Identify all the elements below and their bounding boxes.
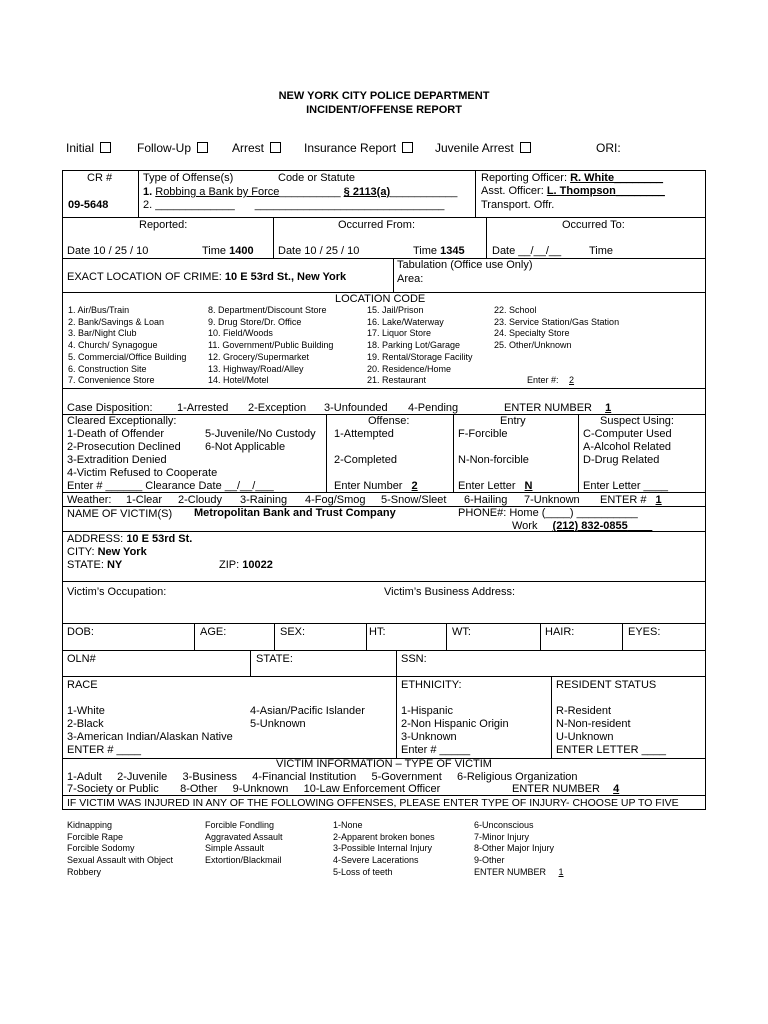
victim-type-enter[interactable]: [512, 783, 629, 795]
divider: [475, 170, 476, 217]
injury-item: 5-Loss of teeth: [333, 866, 393, 877]
reporting-officer-label: Reporting Officer:: [481, 172, 568, 184]
cleared-option: 2-Prosecution Declined: [67, 441, 181, 453]
cleared-option: 3-Extradition Denied: [67, 454, 167, 466]
location-code-item: 16. Lake/Waterway: [367, 316, 444, 327]
city[interactable]: [67, 546, 147, 558]
rule: [62, 492, 706, 493]
state-value: NY: [106, 559, 123, 571]
disposition-option: 2-Exception: [248, 402, 307, 414]
offense-line-number: 1.: [143, 186, 153, 198]
reporting-officer[interactable]: Reporting Officer: R. White________: [481, 172, 664, 184]
entry-option: N-Non-forcible: [458, 454, 529, 466]
injury-item: Forcible Fondling: [205, 820, 275, 830]
divider: [551, 676, 552, 758]
report-type-initial[interactable]: [66, 141, 111, 155]
reporting-officer-value: R. White: [570, 172, 615, 184]
rule: [62, 676, 706, 677]
report-type-followup[interactable]: [137, 141, 208, 155]
location-code-item: 17. Liquor Store: [367, 328, 432, 339]
followup-checkbox[interactable]: [197, 142, 208, 153]
rule: [62, 217, 706, 218]
ethnicity-option: 3-Unknown: [401, 731, 457, 743]
victim-name-label: NAME OF VICTIM(S): [67, 508, 173, 520]
location-code-item: 11. Government/Public Building: [208, 340, 334, 351]
ssn-field[interactable]: SSN:: [401, 653, 427, 665]
report-type-label: Initial: [66, 141, 95, 155]
address-value: 10 E 53rd St.: [126, 533, 193, 545]
ethnicity-option: 2-Non Hispanic Origin: [401, 718, 509, 730]
city-value: New York: [97, 546, 147, 558]
business-address-label[interactable]: Victim’s Business Address:: [384, 586, 516, 598]
location-code-item: 7. Convenience Store: [68, 375, 155, 386]
weather-label: Weather:: [67, 494, 112, 506]
resident-option: R-Resident: [556, 705, 612, 717]
entry-option: F-Forcible: [458, 428, 508, 440]
tabulation-label: Tabulation (Office use Only): [397, 259, 533, 271]
statute-label: Code or Statute: [278, 172, 356, 184]
occurred-to-time-label: Time: [589, 245, 614, 257]
injury-item: Simple Assault: [205, 843, 265, 854]
injury-item: Extortion/Blackmail: [205, 855, 282, 866]
asst-officer-label: Asst. Officer:: [481, 185, 544, 197]
weather-enter[interactable]: [600, 494, 668, 506]
border-left: [62, 170, 63, 810]
reported-time[interactable]: [202, 245, 254, 257]
ethnicity-enter[interactable]: Enter # _____: [401, 744, 471, 756]
resident-enter[interactable]: ENTER LETTER ____: [556, 744, 667, 756]
divider: [578, 414, 579, 492]
location-code-item: 19. Rental/Storage Facility: [367, 351, 473, 362]
transport-officer-label: Transport. Offr.: [481, 199, 555, 211]
initial-checkbox[interactable]: [100, 142, 111, 153]
cr-label: CR #: [87, 172, 113, 184]
ori-label: ORI:: [596, 141, 621, 155]
cleared-option: 5-Juvenile/No Custody: [205, 428, 316, 440]
phone-home[interactable]: PHONE#: Home (____) __________: [458, 507, 638, 519]
race-label: RACE: [67, 679, 98, 691]
disposition-option: 1-Arrested: [177, 402, 229, 414]
rule: [62, 623, 706, 624]
suspect-option: C-Computer Used: [583, 428, 672, 440]
juvenile-checkbox[interactable]: [520, 142, 531, 153]
resident-option: N-Non-resident: [556, 718, 631, 730]
resident-label: RESIDENT STATUS: [556, 679, 657, 691]
occurred-to-date[interactable]: Date __/__/__: [492, 245, 562, 257]
injury-item: 9-Other: [474, 855, 505, 866]
rule: [62, 258, 706, 259]
offense-type-label: Type of Offense(s): [143, 172, 234, 184]
report-type-juvenile[interactable]: [435, 141, 531, 155]
time-label: Time: [202, 245, 227, 257]
location-code-item: 2. Bank/Savings & Loan: [68, 316, 165, 327]
asst-officer[interactable]: Asst. Officer: L. Thompson________: [481, 185, 665, 197]
occurred-from-time[interactable]: [413, 245, 465, 257]
time-value: 1400: [229, 245, 254, 257]
injury-item: 4-Severe Lacerations: [333, 855, 419, 866]
race-option: 3-American Indian/Alaskan Native: [67, 731, 233, 743]
oln-field[interactable]: OLN#: [67, 653, 96, 665]
location-code-item: 20. Residence/Home: [367, 363, 452, 374]
weather-option: 2-Cloudy: [178, 494, 223, 506]
injury-item: 2-Apparent broken bones: [333, 831, 435, 842]
cleared-option: 4-Victim Refused to Cooperate: [67, 467, 218, 479]
occurred-from-date[interactable]: Date 10 / 25 / 10: [278, 245, 360, 257]
disposition-enter[interactable]: [504, 402, 621, 414]
offense-code: § 2113(a): [343, 186, 391, 198]
enter-value: 1: [655, 494, 662, 506]
location-code-item: 3. Bar/Night Club: [68, 328, 137, 339]
weight-field[interactable]: WT:: [452, 626, 471, 638]
divider: [396, 650, 397, 676]
exact-location[interactable]: [67, 271, 346, 283]
address[interactable]: [67, 533, 192, 545]
enter-label: ENTER NUMBER: [512, 783, 601, 795]
divider: [396, 676, 397, 758]
suspect-enter[interactable]: Enter Letter ____: [583, 480, 669, 492]
disposition-option: 4-Pending: [408, 402, 459, 414]
enter-label: ENTER NUMBER: [474, 867, 547, 877]
divider: [393, 258, 394, 292]
offense-status-option: 1-Attempted: [334, 428, 394, 440]
location-code-item: 24. Specialty Store: [494, 328, 570, 339]
clearance-enter[interactable]: Enter # ______ Clearance Date __/__/___: [67, 480, 274, 492]
offense-text: Robbing a Bank by Force: [155, 186, 280, 198]
enter-label: ENTER #: [600, 494, 647, 506]
offense-line-number: 2.: [143, 199, 153, 211]
injury-item: Kidnapping: [67, 820, 113, 830]
rule: [62, 388, 706, 389]
divider: [622, 623, 623, 650]
injury-item: Robbery: [67, 866, 102, 877]
suspect-option: A-Alcohol Related: [583, 441, 672, 453]
injury-item: 6-Unconscious: [474, 820, 534, 830]
insurance-checkbox[interactable]: [402, 142, 413, 153]
injury-item: Forcible Sodomy: [67, 843, 135, 854]
exact-location-label: EXACT LOCATION OF CRIME:: [67, 271, 222, 283]
rule: [62, 650, 706, 651]
offense-status-option: 2-Completed: [334, 454, 397, 466]
divider: [194, 623, 195, 650]
phone-work[interactable]: Work (212) 832-0855____: [512, 520, 653, 532]
enter-value: 4: [613, 783, 620, 795]
divider: [250, 650, 251, 676]
injury-enter[interactable]: [474, 867, 574, 877]
entry-label: Entry: [500, 415, 526, 427]
divider: [274, 623, 275, 650]
reported-label: Reported:: [139, 219, 188, 231]
sex-field[interactable]: SEX:: [280, 626, 306, 638]
hair-field[interactable]: HAIR:: [545, 626, 575, 638]
enter-value: 1: [558, 867, 564, 877]
height-field[interactable]: HT:: [369, 626, 386, 638]
location-code-item: 22. School: [494, 305, 537, 315]
location-code-item: 1. Air/Bus/Train: [68, 305, 130, 315]
enter-value: 1: [605, 402, 612, 414]
divider: [486, 217, 487, 258]
rule: [62, 581, 706, 582]
enter-label: Enter #:: [527, 375, 559, 385]
border-right: [705, 170, 706, 810]
page-title: NEW YORK CITY POLICE DEPARTMENT: [278, 90, 490, 102]
report-type-label: Follow-Up: [137, 141, 192, 155]
license-state-field[interactable]: STATE:: [256, 653, 293, 665]
location-code-item: 14. Hotel/Motel: [208, 375, 269, 386]
offense-line-2[interactable]: 2. _____________ _______________________________: [143, 199, 445, 211]
suspect-label: Suspect Using:: [600, 415, 674, 427]
offense-status-enter[interactable]: [334, 480, 424, 492]
location-code-item: 25. Other/Unknown: [494, 340, 572, 351]
location-code-item: 8. Department/Discount Store: [208, 305, 327, 315]
cleared-option: 6-Not Applicable: [205, 441, 286, 453]
divider: [366, 623, 367, 650]
location-code-title: LOCATION CODE: [335, 293, 426, 305]
eyes-field[interactable]: EYES:: [628, 626, 661, 638]
weather-option: 5-Snow/Sleet: [381, 494, 447, 506]
rule: [62, 170, 706, 171]
divider: [273, 217, 274, 258]
report-type-label: Juvenile Arrest: [435, 141, 514, 155]
race-enter[interactable]: ENTER # ____: [67, 744, 141, 756]
divider: [540, 623, 541, 650]
report-type-label: Insurance Report: [304, 141, 397, 155]
address-label: ADDRESS:: [67, 533, 124, 545]
location-code-item: 13. Highway/Road/Alley: [208, 363, 304, 374]
entry-enter[interactable]: [458, 480, 539, 492]
victim-type-title: VICTIM INFORMATION – TYPE OF VICTIM: [276, 758, 492, 770]
victim-name-value[interactable]: Metropolitan Bank and Trust Company: [194, 507, 396, 519]
occurred-to-label: Occurred To:: [562, 219, 625, 231]
asst-officer-value: L. Thompson: [546, 185, 616, 197]
enter-value: N: [524, 480, 533, 492]
race-option: 1-White: [67, 705, 105, 717]
exact-location-value: 10 E 53rd St., New York: [224, 271, 347, 283]
victim-type-row: 1-Adult 2-Juvenile 3-Business 4-Financial Institution 5-Government 6-Religious Organization: [67, 771, 578, 783]
victim-type-row: 7-Society or Public 8-Other 9-Unknown 10-Law Enforcement Officer: [67, 783, 441, 795]
location-code-item: 10. Field/Woods: [208, 328, 273, 339]
cleared-label: Cleared Exceptionally:: [67, 415, 177, 427]
location-code-enter[interactable]: [527, 375, 582, 385]
time-label: Time: [413, 245, 438, 257]
case-disposition-label: Case Disposition:: [67, 402, 153, 414]
rule: [62, 809, 706, 810]
time-value: 1345: [440, 245, 465, 257]
ethnicity-label: ETHNICITY:: [401, 679, 462, 691]
weather-option: 1-Clear: [126, 494, 163, 506]
offense-status-label: Offense:: [368, 415, 410, 427]
injury-item: 3-Possible Internal Injury: [333, 843, 433, 854]
injury-item: Forcible Rape: [67, 831, 124, 842]
state-label: STATE:: [67, 559, 104, 571]
race-option: 2-Black: [67, 718, 104, 730]
work-value: (212) 832-0855: [552, 520, 628, 532]
page-subtitle: INCIDENT/OFFENSE REPORT: [306, 104, 462, 116]
arrest-checkbox[interactable]: [270, 142, 281, 153]
disposition-option: 3-Unfounded: [324, 402, 388, 414]
rule: [62, 795, 706, 796]
divider: [326, 414, 327, 492]
enter-value: 2: [569, 375, 575, 385]
injury-item: 1-None: [333, 820, 363, 830]
zip-value: 10022: [242, 559, 273, 571]
reported-date[interactable]: Date 10 / 25 / 10: [67, 245, 149, 257]
offense-line-1[interactable]: 1. Robbing a Bank by Force__________ § 2113(a)___________: [143, 186, 458, 198]
resident-option: U-Unknown: [556, 731, 614, 743]
divider: [138, 170, 139, 217]
divider: [453, 414, 454, 492]
cr-number[interactable]: 09-5648: [68, 199, 109, 211]
suspect-option: D-Drug Related: [583, 454, 660, 466]
city-label: CITY:: [67, 546, 95, 558]
report-type-insurance[interactable]: [304, 141, 413, 155]
zip[interactable]: [219, 559, 273, 571]
enter-label: Enter Number: [334, 480, 403, 492]
injury-item: 8-Other Major Injury: [474, 843, 555, 854]
location-code-item: 6. Construction Site: [68, 363, 147, 374]
enter-label: Enter Letter: [458, 480, 516, 492]
weather-option: 6-Hailing: [464, 494, 508, 506]
area-label: Area:: [397, 273, 424, 285]
injury-item: Aggravated Assault: [205, 831, 283, 842]
location-code-item: 12. Grocery/Supermarket: [208, 351, 310, 362]
occupation-label[interactable]: Victim’s Occupation:: [67, 586, 167, 598]
ethnicity-option: 1-Hispanic: [401, 705, 453, 717]
weather-option: 7-Unknown: [524, 494, 580, 506]
location-code-item: 15. Jail/Prison: [367, 305, 424, 315]
report-type-label: Arrest: [232, 141, 265, 155]
cleared-option: 1-Death of Offender: [67, 428, 165, 440]
enter-value: 2: [411, 480, 418, 492]
injury-item: Sexual Assault with Object: [67, 855, 174, 866]
age-field[interactable]: AGE:: [200, 626, 227, 638]
location-code-item: 9. Drug Store/Dr. Office: [208, 316, 302, 327]
work-label: Work: [512, 520, 538, 532]
dob-field[interactable]: DOB:: [67, 626, 94, 638]
occurred-from-label: Occurred From:: [338, 219, 416, 231]
location-code-item: 18. Parking Lot/Garage: [367, 340, 461, 351]
state[interactable]: [67, 559, 122, 571]
location-code-item: 4. Church/ Synagogue: [68, 340, 158, 351]
injury-item: 7-Minor Injury: [474, 831, 530, 842]
location-code-item: 21. Restaurant: [367, 375, 427, 386]
location-code-item: 5. Commercial/Office Building: [68, 351, 187, 362]
divider: [446, 623, 447, 650]
race-option: 5-Unknown: [250, 718, 306, 730]
weather-option: 4-Fog/Smog: [305, 494, 366, 506]
enter-label: ENTER NUMBER: [504, 402, 593, 414]
report-type-arrest[interactable]: [232, 141, 281, 155]
injury-title: IF VICTIM WAS INJURED IN ANY OF THE FOLLOWING OFFENSES, PLEASE ENTER TYPE OF INJURY- CHOOSE UP TO FIVE: [67, 797, 679, 809]
race-option: 4-Asian/Pacific Islander: [250, 705, 365, 717]
weather-option: 3-Raining: [240, 494, 288, 506]
zip-label: ZIP:: [219, 559, 240, 571]
location-code-item: 23. Service Station/Gas Station: [494, 316, 620, 327]
